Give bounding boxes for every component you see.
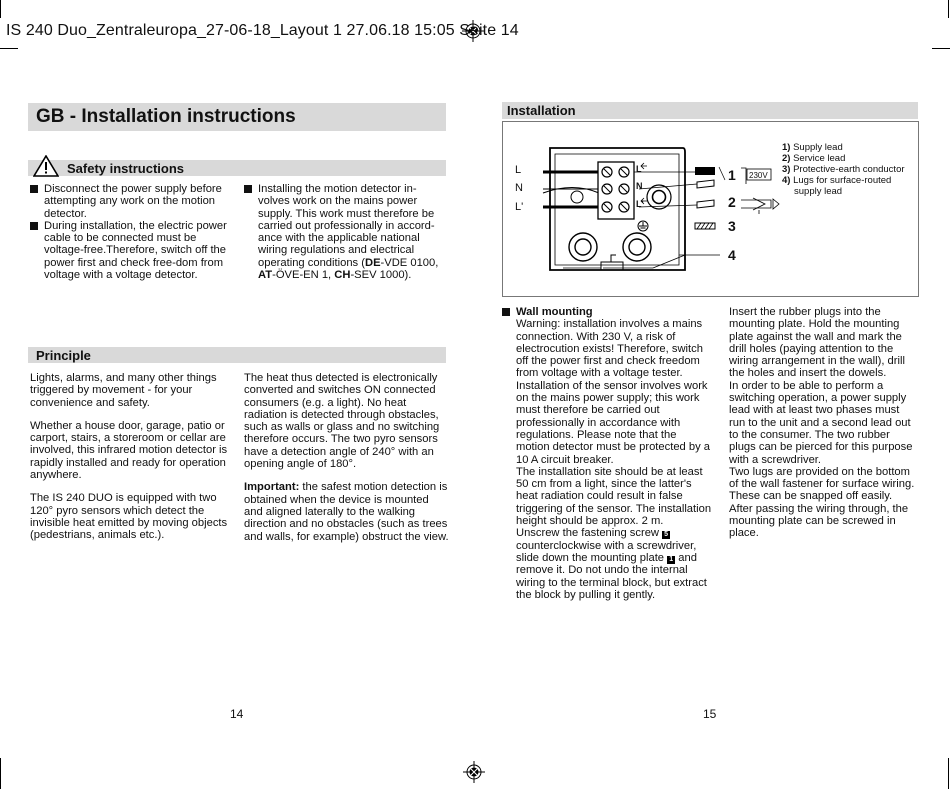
principle-col-1 xyxy=(30,372,235,553)
safety-bullet-text: During installation, the electric power cable to be connected must be voltage-free.Therefore, switch off the power first and check free-dom from voltage with a voltage detector. xyxy=(44,219,227,282)
crop-mark-top-left xyxy=(0,0,1,18)
legend-num: 2) xyxy=(782,153,791,164)
crop-mark-top-left-h xyxy=(0,48,18,49)
country-code: DE xyxy=(364,256,381,269)
terminal-label-n: N xyxy=(515,182,523,194)
registration-mark-bottom-icon xyxy=(463,761,485,783)
terminal-label-l: L xyxy=(515,164,522,176)
safety-line: carried out professionally in accord- xyxy=(258,219,435,232)
safety-line xyxy=(258,269,449,281)
wall-mounting-block xyxy=(502,306,712,601)
safety-bullet xyxy=(30,220,230,281)
page-number-right: 15 xyxy=(703,707,717,721)
block-label-l-prime: L' xyxy=(636,199,644,209)
wall-mounting-col-1 xyxy=(502,306,712,601)
standard-text: -ÖVE-EN 1, xyxy=(272,269,335,282)
legend-item xyxy=(782,175,914,197)
safety-col-1 xyxy=(30,183,230,281)
principle-paragraph: The IS 240 DUO is equipped with two 120° pyro sensors which detect the invisible heat emitted by moving objects (pedestrians, animals etc.). xyxy=(30,492,228,542)
terminal-label-l-prime: L' xyxy=(515,201,524,213)
legend-text: Service lead xyxy=(793,153,846,164)
safety-heading: Safety instructions xyxy=(67,161,185,176)
principle-paragraph xyxy=(244,481,449,542)
block-label-l: L xyxy=(636,164,642,174)
country-code: CH xyxy=(334,269,351,282)
principle-heading: Principle xyxy=(36,348,91,363)
safety-line: wiring regulations and electrical xyxy=(258,244,415,257)
safety-bullet xyxy=(30,183,230,220)
callout-2: 2 xyxy=(728,194,736,210)
legend-num: 4) xyxy=(782,175,791,186)
callout-3: 3 xyxy=(728,218,736,234)
safety-col-2 xyxy=(244,183,449,281)
wall-mounting-text: Two lugs are provided on the bottom of the wall fastener for surface wiring. These can be snapped off easily. After passing the wiring through, the mounting plate can be screwed in place. xyxy=(729,465,915,540)
standard-text: -VDE 0100, xyxy=(380,256,439,269)
safety-line: supply. This work must therefore be xyxy=(258,207,435,220)
legend-text: Supply lead xyxy=(793,142,843,153)
legend-item xyxy=(782,142,914,153)
standard-text: -SEV 1000). xyxy=(350,269,412,282)
page-title: GB - Installation instructions xyxy=(36,106,296,127)
wall-mounting-text: In order to be able to perform a switching operation, a power supply lead with at least two phases must run to the unit and a second lead out to the consumer. The two rubber plugs can be pierced for this purpose with a screwdriver. xyxy=(729,379,913,466)
wall-mounting-text: counterclockwise with a screwdriver, slide down the mounting plate xyxy=(516,539,697,564)
legend-text: Protective-earth conductor xyxy=(793,164,905,175)
installation-heading: Installation xyxy=(507,103,576,118)
legend-item xyxy=(782,153,914,164)
wall-mounting-text: The installation site should be at least 50 cm from a light, since the latter's heat radiation could result in false triggering of the sensor. The installation height should be approx. 2 m. xyxy=(516,465,712,528)
principle-col-2 xyxy=(244,372,449,554)
wall-mounting-text: Insert the rubber plugs into the mounting plate. Hold the mounting plate against the wall and mark the drill holes (paying attention to the wiring arrangement in the wall), drill the holes and insert the dowels. xyxy=(729,306,905,380)
callout-4: 4 xyxy=(728,247,736,263)
crop-mark-top-right-h xyxy=(932,48,950,49)
safety-line: ance with the applicable national xyxy=(258,232,420,245)
legend-text: Lugs for surface-routed supply lead xyxy=(793,175,892,197)
principle-paragraph: The heat thus detected is electronically converted and switches ON connected consumers (e.g. a light). No heat radiation is detected through obstacles, such as walls or glass and no switching therefore occurs. The two pyro sensors have a detection angle of 240° with an opening angle of 180°. xyxy=(244,372,440,471)
plate-ref-badge: 1 xyxy=(667,556,675,564)
safety-line-text: operating conditions ( xyxy=(258,256,365,269)
block-label-n: N xyxy=(636,181,643,191)
wall-mounting-text: and remove it. Do not undo the internal wiring to the terminal block, but extract the block by pulling it gently. xyxy=(516,551,707,601)
safety-bullet xyxy=(244,183,449,281)
wiring-diagram xyxy=(502,121,919,297)
principle-paragraph: Lights, alarms, and many other things triggered by movement - for your convenience and safety. xyxy=(30,372,217,409)
important-label: Important: xyxy=(244,481,300,494)
crop-mark-top-right xyxy=(948,0,949,18)
legend-num: 1) xyxy=(782,142,791,153)
diagram-legend xyxy=(782,142,914,197)
safety-line: Installing the motion detector in- xyxy=(258,183,417,195)
legend-num: 3) xyxy=(782,164,791,175)
voltage-label: 230V xyxy=(749,171,768,180)
wall-mounting-text: Unscrew the fastening screw xyxy=(516,527,663,540)
important-text: the safest motion detection is obtained when the device is mounted and aligned laterally to the walking direction and no obstacles (such as trees and walls, for example) obstruct the view. xyxy=(244,481,449,543)
safety-line xyxy=(258,257,449,269)
principle-paragraph: Whether a house door, garage, patio or carport, stairs, a storeroom or cellar are involved, this infrared motion detector is rapidly installed and ready for operation anywhere. xyxy=(30,419,228,482)
callout-1: 1 xyxy=(728,167,736,183)
country-code: AT xyxy=(258,269,273,282)
safety-line: volves work on the mains power xyxy=(258,195,418,208)
page-number-left: 14 xyxy=(230,707,244,721)
wall-mounting-text: Warning: installation involves a mains connection. With 230 V, a risk of electrocution exists! Therefore, switch off the power first and check freedom from voltage with a voltage tester. Installation of the sensor involves work on the mains power supply; this work must therefore be carried out professionally in accordance with regulations. Please note that the motion detector must be protected by a 10 A circuit breaker. xyxy=(516,318,711,466)
screw-ref-badge: 5 xyxy=(662,531,670,539)
crop-mark-bottom-left xyxy=(0,758,1,789)
warning-triangle-icon xyxy=(33,155,59,177)
legend-item xyxy=(782,164,914,175)
wall-mounting-heading: Wall mounting xyxy=(516,306,593,318)
wall-mounting-col-2 xyxy=(729,306,917,540)
crop-mark-bottom-right xyxy=(948,758,949,789)
slug-line: IS 240 Duo_Zentraleuropa_27-06-18_Layout 1 27.06.18 15:05 Seite 14 xyxy=(6,22,519,39)
safety-bullet-text: Disconnect the power supply before attempting any work on the motion detector. xyxy=(44,183,222,220)
